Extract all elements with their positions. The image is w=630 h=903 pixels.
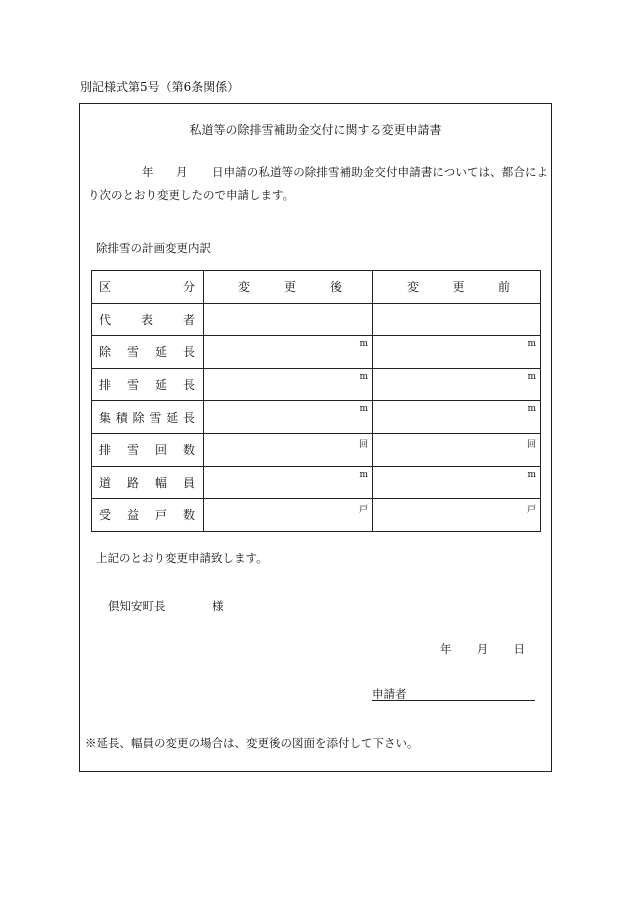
row-label-cell: 排 雪 延 長 (92, 368, 204, 401)
value-cell-before[interactable] (373, 401, 541, 434)
value-cell-after[interactable] (204, 466, 373, 499)
form-number-label: 別記様式第5号（第6条関係） (80, 80, 240, 94)
table-row (92, 336, 541, 369)
applicant-label: 申請者 (372, 687, 407, 701)
addressee (108, 598, 224, 614)
unit-label: m (527, 469, 536, 480)
date-year: 年 (440, 642, 452, 656)
row-label-cell: 排 雪 回 数 (92, 433, 204, 466)
table-row (92, 499, 541, 532)
addressee-honorific: 様 (212, 599, 224, 613)
intro-year-label: 年 (142, 165, 154, 179)
intro-line-2: り次のとおり変更したので申請します。 (88, 188, 295, 202)
table-header-row (92, 271, 541, 304)
value-cell-after[interactable] (204, 368, 373, 401)
unit-label: 回 (526, 439, 536, 450)
unit-label: m (359, 339, 368, 350)
value-cell-before[interactable] (373, 336, 541, 369)
value-cell-after[interactable] (204, 499, 373, 532)
table-row (92, 401, 541, 434)
unit-label: 回 (358, 439, 368, 450)
table-row (92, 466, 541, 499)
value-cell-after[interactable] (204, 336, 373, 369)
section-title: 除排雪の計画変更内訳 (96, 241, 211, 255)
value-cell-after[interactable] (204, 401, 373, 434)
row-label-cell: 集 積 除 雪 延 長 (92, 401, 204, 434)
value-cell-after[interactable] (204, 303, 373, 336)
row-label-cell: 除 雪 延 長 (92, 336, 204, 369)
table-row (92, 433, 541, 466)
row-label-cell: 道 路 幅 員 (92, 466, 204, 499)
addressee-name: 倶知安町長 (108, 599, 166, 613)
header-before: 変 更 前 (373, 271, 541, 304)
row-label-cell: 代 表 者 (92, 303, 204, 336)
unit-label: m (527, 404, 536, 415)
unit-label: 戸 (526, 505, 536, 516)
value-cell-before[interactable] (373, 368, 541, 401)
value-cell-before[interactable] (373, 303, 541, 336)
document-title: 私道等の除排雪補助金交付に関する変更申請書 (189, 123, 442, 137)
unit-label: m (359, 469, 368, 480)
date-line (440, 641, 525, 657)
unit-label: m (527, 371, 536, 382)
value-cell-before[interactable] (373, 466, 541, 499)
intro-text: 日申請の私道等の除排雪補助金交付申請書については、都合によ (212, 165, 549, 179)
applicant-field[interactable] (372, 686, 535, 701)
intro-month-label: 月 (176, 165, 188, 179)
date-month: 月 (476, 642, 489, 656)
footnote: ※延長、幅員の変更の場合は、変更後の図面を添付して下さい。 (85, 736, 419, 750)
unit-label: m (359, 371, 368, 382)
plan-change-table (91, 270, 541, 532)
unit-label: m (359, 404, 368, 415)
value-cell-before[interactable] (373, 499, 541, 532)
value-cell-after[interactable] (204, 433, 373, 466)
table-row (92, 368, 541, 401)
unit-label: 戸 (358, 505, 368, 516)
date-day: 日 (513, 642, 525, 656)
table-row (92, 303, 541, 336)
confirm-text: 上記のとおり変更申請致します。 (96, 551, 268, 565)
header-category: 区 分 (92, 271, 204, 304)
value-cell-before[interactable] (373, 433, 541, 466)
row-label-cell: 受 益 戸 数 (92, 499, 204, 532)
unit-label: m (527, 339, 536, 350)
header-after: 変 更 後 (204, 271, 373, 304)
